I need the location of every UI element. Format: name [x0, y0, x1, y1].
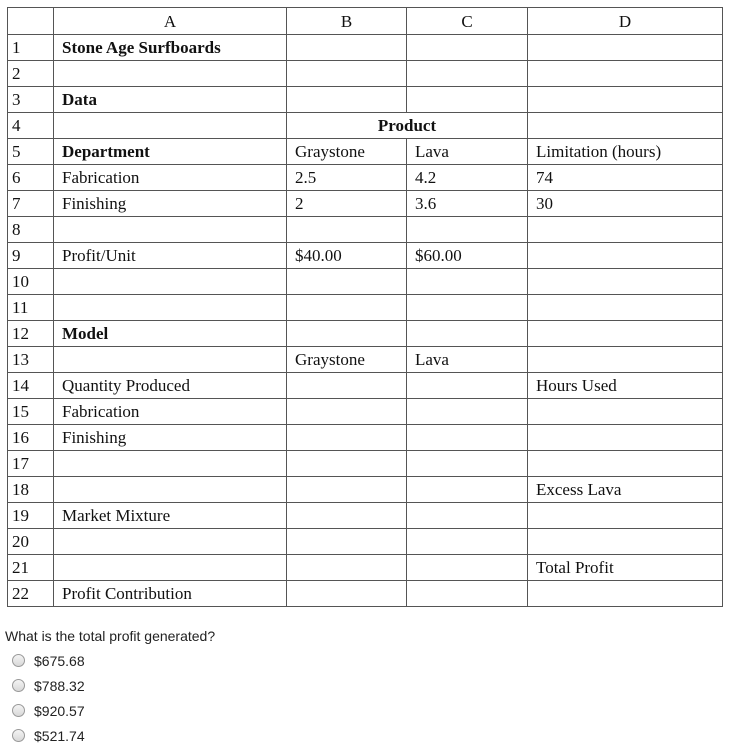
- radio-button[interactable]: [12, 704, 25, 717]
- cell-a: [54, 269, 287, 295]
- table-row: [8, 529, 723, 555]
- cell-d: [528, 61, 723, 87]
- radio-button[interactable]: [12, 729, 25, 742]
- answer-option[interactable]: [12, 698, 85, 723]
- cell-c: Lava: [407, 139, 528, 165]
- row-number: 21: [8, 555, 54, 581]
- cell-c: [407, 529, 528, 555]
- cell-b: [287, 503, 407, 529]
- row-number: 10: [8, 269, 54, 295]
- cell-a: Finishing: [54, 191, 287, 217]
- row-number: 17: [8, 451, 54, 477]
- cell-a: [54, 347, 287, 373]
- cell-a: Department: [54, 139, 287, 165]
- cell-c: $60.00: [407, 243, 528, 269]
- cell-b: [287, 477, 407, 503]
- cell-a: [54, 295, 287, 321]
- row-number: 4: [8, 113, 54, 139]
- table-row: [8, 139, 723, 165]
- cell-d: 30: [528, 191, 723, 217]
- table-row: [8, 451, 723, 477]
- table-row: [8, 581, 723, 607]
- row-number: 9: [8, 243, 54, 269]
- cell-d: [528, 503, 723, 529]
- cell-a: [54, 555, 287, 581]
- row-number: 22: [8, 581, 54, 607]
- cell-a: [54, 477, 287, 503]
- table-row: [8, 61, 723, 87]
- cell-d: [528, 399, 723, 425]
- table-row: [8, 87, 723, 113]
- cell-a: [54, 61, 287, 87]
- row-number: 5: [8, 139, 54, 165]
- cell-b: [287, 425, 407, 451]
- table-row: [8, 503, 723, 529]
- cell-d: [528, 321, 723, 347]
- row-number: 2: [8, 61, 54, 87]
- cell-c: [407, 503, 528, 529]
- cell-c: [407, 217, 528, 243]
- row-number: 6: [8, 165, 54, 191]
- cell-d: Total Profit: [528, 555, 723, 581]
- question-text: What is the total profit generated?: [5, 628, 216, 644]
- cell-b: Graystone: [287, 347, 407, 373]
- cell-c: [407, 555, 528, 581]
- corner-cell: [8, 8, 54, 35]
- row-number: 3: [8, 87, 54, 113]
- cell-b: [287, 295, 407, 321]
- row-number: 15: [8, 399, 54, 425]
- table-row: [8, 399, 723, 425]
- cell-c: [407, 321, 528, 347]
- cell-b: [287, 269, 407, 295]
- radio-button[interactable]: [12, 654, 25, 667]
- row-number: 8: [8, 217, 54, 243]
- table-row: [8, 347, 723, 373]
- row-number: 7: [8, 191, 54, 217]
- cell-a: Model: [54, 321, 287, 347]
- row-number: 11: [8, 295, 54, 321]
- table-row: [8, 113, 723, 139]
- table-row: [8, 425, 723, 451]
- cell-d: [528, 217, 723, 243]
- table-row: [8, 35, 723, 61]
- cell-a: [54, 217, 287, 243]
- row-number: 12: [8, 321, 54, 347]
- cell-c: [407, 399, 528, 425]
- cell-c: [407, 477, 528, 503]
- table-row: [8, 243, 723, 269]
- cell-b: [287, 321, 407, 347]
- cell-c: [407, 87, 528, 113]
- cell-b: [287, 35, 407, 61]
- cell-d: 74: [528, 165, 723, 191]
- cell-d: [528, 581, 723, 607]
- cell-d: [528, 347, 723, 373]
- row-number: 14: [8, 373, 54, 399]
- cell-d: [528, 113, 723, 139]
- row-number: 20: [8, 529, 54, 555]
- cell-b: [287, 581, 407, 607]
- cell-b: [287, 217, 407, 243]
- cell-b: Graystone: [287, 139, 407, 165]
- row-number: 19: [8, 503, 54, 529]
- answer-option[interactable]: [12, 723, 85, 748]
- radio-button[interactable]: [12, 679, 25, 692]
- cell-b: 2: [287, 191, 407, 217]
- cell-d: [528, 529, 723, 555]
- table-row: [8, 217, 723, 243]
- cell-c: [407, 35, 528, 61]
- cell-b: [287, 451, 407, 477]
- cell-d: Excess Lava: [528, 477, 723, 503]
- answer-option-label: $521.74: [34, 727, 85, 744]
- cell-d: Limitation (hours): [528, 139, 723, 165]
- cell-d: [528, 425, 723, 451]
- product-header-cell: Product: [287, 113, 528, 139]
- cell-b: [287, 555, 407, 581]
- answer-option-label: $675.68: [34, 652, 85, 669]
- cell-c: 4.2: [407, 165, 528, 191]
- spreadsheet: [7, 7, 723, 607]
- table-row: [8, 555, 723, 581]
- cell-c: 3.6: [407, 191, 528, 217]
- cell-c: [407, 373, 528, 399]
- cell-a: Profit Contribution: [54, 581, 287, 607]
- cell-c: Lava: [407, 347, 528, 373]
- cell-d: Hours Used: [528, 373, 723, 399]
- cell-c: [407, 451, 528, 477]
- cell-a: Market Mixture: [54, 503, 287, 529]
- table-row: [8, 373, 723, 399]
- cell-a: Fabrication: [54, 399, 287, 425]
- table-row: [8, 269, 723, 295]
- table-row: [8, 477, 723, 503]
- cell-a: [54, 113, 287, 139]
- cell-b: [287, 61, 407, 87]
- cell-b: [287, 399, 407, 425]
- cell-b: $40.00: [287, 243, 407, 269]
- cell-a: Stone Age Surfboards: [54, 35, 287, 61]
- row-number: 16: [8, 425, 54, 451]
- answer-options: [12, 648, 85, 748]
- cell-b: [287, 87, 407, 113]
- column-header-a: A: [54, 8, 287, 35]
- column-header-c: C: [407, 8, 528, 35]
- row-number: 18: [8, 477, 54, 503]
- cell-c: [407, 581, 528, 607]
- column-header-b: B: [287, 8, 407, 35]
- cell-a: Profit/Unit: [54, 243, 287, 269]
- cell-d: [528, 87, 723, 113]
- cell-a: Quantity Produced: [54, 373, 287, 399]
- table-row: [8, 295, 723, 321]
- cell-d: [528, 295, 723, 321]
- cell-a: Fabrication: [54, 165, 287, 191]
- cell-d: [528, 243, 723, 269]
- cell-d: [528, 269, 723, 295]
- column-header-d: D: [528, 8, 723, 35]
- cell-c: [407, 295, 528, 321]
- table-row: [8, 191, 723, 217]
- answer-option[interactable]: [12, 673, 85, 698]
- cell-a: Finishing: [54, 425, 287, 451]
- cell-c: [407, 269, 528, 295]
- cell-c: [407, 61, 528, 87]
- cell-a: Data: [54, 87, 287, 113]
- row-number: 1: [8, 35, 54, 61]
- cell-b: [287, 373, 407, 399]
- cell-b: [287, 529, 407, 555]
- table-row: [8, 165, 723, 191]
- cell-a: [54, 529, 287, 555]
- cell-b: 2.5: [287, 165, 407, 191]
- cell-d: [528, 35, 723, 61]
- answer-option-label: $788.32: [34, 677, 85, 694]
- cell-c: [407, 425, 528, 451]
- answer-option-label: $920.57: [34, 702, 85, 719]
- column-header-row: [8, 8, 723, 35]
- row-number: 13: [8, 347, 54, 373]
- cell-d: [528, 451, 723, 477]
- answer-option[interactable]: [12, 648, 85, 673]
- cell-a: [54, 451, 287, 477]
- table-row: [8, 321, 723, 347]
